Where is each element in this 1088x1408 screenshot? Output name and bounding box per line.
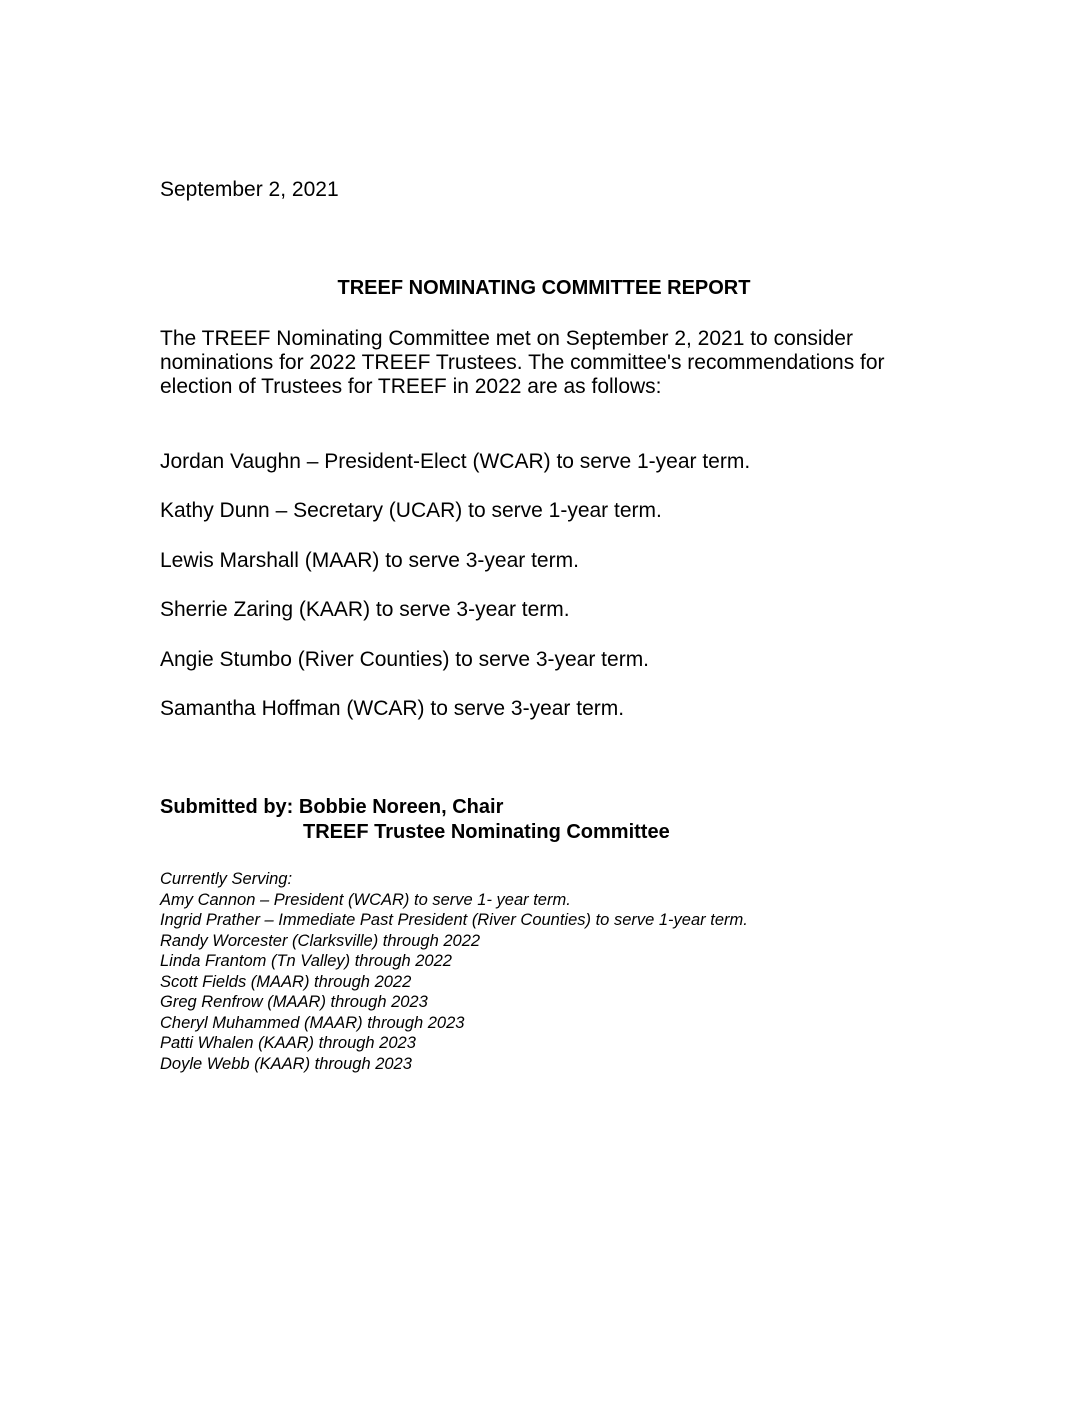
nominee-item: Lewis Marshall (MAAR) to serve 3-year term.	[160, 549, 579, 572]
serving-item: Doyle Webb (KAAR) through 2023	[160, 1054, 412, 1073]
serving-item: Cheryl Muhammed (MAAR) through 2023	[160, 1013, 465, 1032]
submitted-by-block	[160, 795, 670, 845]
intro-paragraph	[160, 327, 940, 399]
serving-item: Patti Whalen (KAAR) through 2023	[160, 1034, 416, 1052]
serving-item: Randy Worcester (Clarksville) through 2022	[160, 931, 481, 950]
serving-item: Scott Fields (MAAR) through 2022	[160, 972, 412, 991]
serving-item: Amy Cannon – President (WCAR) to serve 1- year term.	[160, 890, 571, 909]
serving-item: Linda Frantom (Tn Valley) through 2022	[160, 952, 452, 970]
currently-serving-list	[160, 869, 748, 1074]
intro-line: The TREEF Nominating Committee met on September 2, 2021 to consider	[160, 327, 853, 350]
committee-name-line: TREEF Trustee Nominating Committee	[303, 821, 670, 843]
report-title: TREEF NOMINATING COMMITTEE REPORT	[337, 277, 751, 299]
serving-item: Ingrid Prather – Immediate Past President (River Counties) to serve 1-year term.	[160, 911, 748, 929]
currently-serving-heading: Currently Serving:	[160, 870, 293, 888]
nominee-item: Samantha Hoffman (WCAR) to serve 3-year term.	[160, 697, 625, 720]
nominee-item: Sherrie Zaring (KAAR) to serve 3-year term.	[160, 598, 570, 621]
submitted-by-line: Submitted by: Bobbie Noreen, Chair	[160, 796, 504, 818]
intro-line: election of Trustees for TREEF in 2022 are as follows:	[160, 375, 662, 398]
nominee-item: Jordan Vaughn – President-Elect (WCAR) to serve 1-year term.	[160, 450, 751, 473]
intro-line: nominations for 2022 TREEF Trustees. The committee's recommendations for	[160, 351, 885, 374]
nominee-item: Angie Stumbo (River Counties) to serve 3-year term.	[160, 648, 650, 671]
report-date: September 2, 2021	[160, 178, 339, 201]
nominee-item: Kathy Dunn – Secretary (UCAR) to serve 1-year term.	[160, 499, 662, 522]
serving-item: Greg Renfrow (MAAR) through 2023	[160, 993, 428, 1011]
